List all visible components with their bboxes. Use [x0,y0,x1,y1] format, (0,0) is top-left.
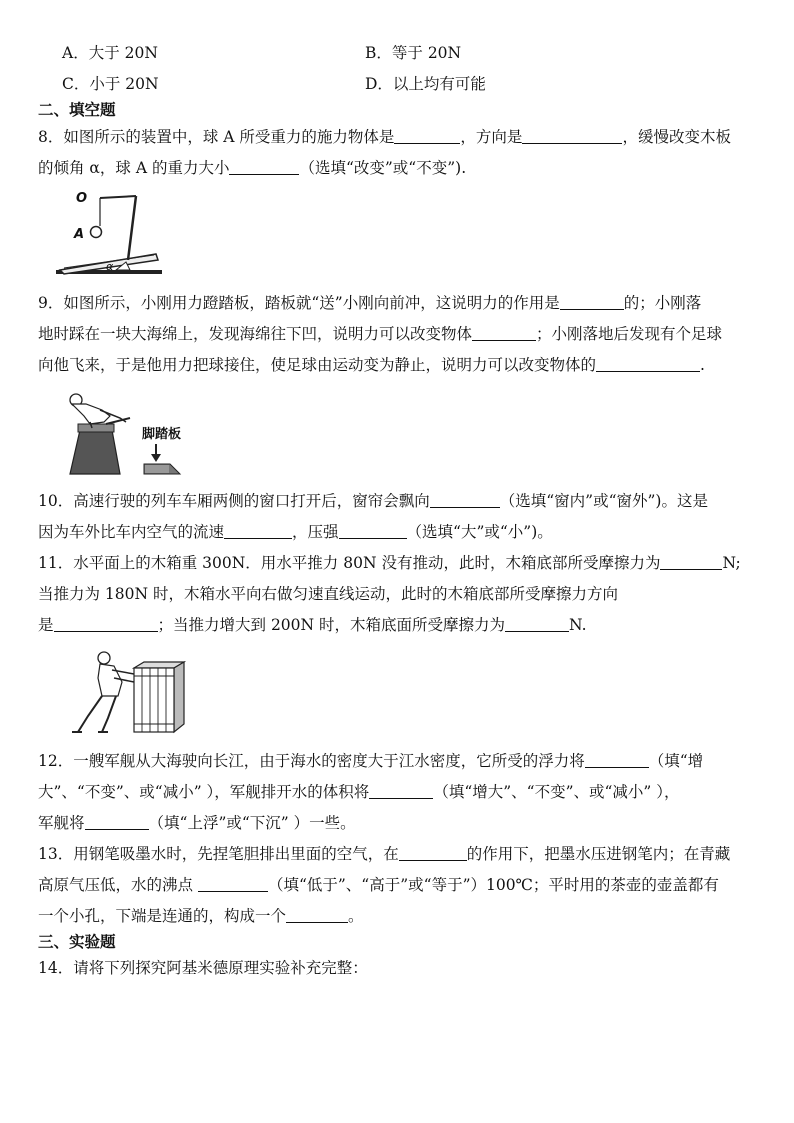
q12-blank-1[interactable] [585,752,649,768]
q9-springboard-figure [60,388,190,478]
q8-fig-label-alpha: α [106,260,114,273]
q8-blank-3[interactable] [229,159,299,175]
q9-text-1: 9．如图所示，小刚用力蹬踏板，踏板就“送”小刚向前冲，这说明力的作用是 [38,294,560,312]
q8-text-3: ，缓慢改变木板 [622,128,731,146]
q10-text-5: （选填“大”或“小”)。 [406,523,553,541]
question-9-line-1 [38,292,756,314]
q13-blank-2[interactable] [198,876,268,892]
q13-text-5: 一个小孔，下端是连通的，构成一个 [38,907,287,925]
q9-blank-1[interactable] [560,294,624,310]
section-heading-fill-in: 二、填空题 [38,101,116,119]
q9-fig-label-springboard: 脚踏板 [142,427,182,442]
q8-blank-2[interactable] [522,128,622,144]
q12-text-3: 大”、“不变”、或“减小” ），军舰排开水的体积将 [38,783,370,801]
question-14-line-1 [38,957,756,979]
q13-text-1: 13．用钢笔吸墨水时，先捏笔胆排出里面的空气，在 [38,845,399,863]
section-heading-experiment: 三、实验题 [38,933,116,951]
q14-text-1: 14．请将下列探究阿基米德原理实验补充完整： [38,959,368,977]
q13-text-6: 。 [348,907,364,925]
question-9-line-3 [38,354,756,376]
q12-text-4: （填“增大”、“不变”、或“减小” ）， [433,783,680,801]
q12-blank-2[interactable] [369,783,433,799]
q10-text-1: 10．高速行驶的列车车厢两侧的窗口打开后，窗帘会飘向 [38,492,430,510]
q11-blank-1[interactable] [660,554,722,570]
q13-text-2: 的作用下，把墨水压进钢笔内；在青藏 [466,845,731,863]
question-11-line-2 [38,583,756,605]
q11-blank-3[interactable] [505,616,569,632]
question-8-line-1 [38,126,756,148]
q13-blank-1[interactable] [399,845,467,861]
q12-text-2: （填“增 [648,752,704,770]
q8-fig-label-o: O [76,191,88,206]
q8-text-5: （选填“改变”或“不变”). [299,159,467,177]
option-c: C．小于 20N [62,75,159,93]
q9-blank-2[interactable] [472,325,536,341]
question-10-line-1 [38,490,756,512]
q11-text-1: 11．水平面上的木箱重 300N．用水平推力 80N 没有推动，此时，木箱底部所受摩擦力为 [38,554,661,572]
q12-text-5: 军舰将 [38,814,85,832]
q11-text-2: N; [722,554,741,572]
q11-blank-2[interactable] [54,616,158,632]
q10-text-3: 因为车外比车内空气的流速 [38,523,225,541]
question-11-line-1 [38,552,756,574]
q11-text-5: ；当推力增大到 200N 时，木箱底面所受摩擦力为 [157,616,506,634]
q10-blank-1[interactable] [430,492,500,508]
q11-text-3: 当推力为 180N 时，木箱水平向右做匀速直线运动，此时的木箱底部所受摩擦力方向 [38,585,619,603]
option-d: D．以上均有可能 [365,75,486,93]
q11-text-6: N. [569,616,587,634]
option-b: B．等于 20N [365,44,462,62]
q9-text-6: . [700,356,705,374]
q12-text-6: （填“上浮”或“下沉” ）一些。 [148,814,356,832]
question-12-line-1 [38,750,756,772]
q9-text-4: ；小刚落地后发现有个足球 [536,325,723,343]
q11-pushing-crate-figure [62,648,192,738]
question-11-line-3 [38,614,756,636]
q8-text-4: 的倾角 α，球 A 的重力大小 [38,159,230,177]
q10-text-4: ，压强 [292,523,339,541]
question-13-line-1 [38,843,756,865]
q13-blank-3[interactable] [286,907,348,923]
q9-text-5: 向他飞来，于是他用力把球接住，使足球由运动变为静止，说明力可以改变物体的 [38,356,597,374]
q12-blank-3[interactable] [85,814,149,830]
q8-fig-label-a: A [74,227,85,242]
question-10-line-2 [38,521,756,543]
q11-text-4: 是 [38,616,54,634]
q10-blank-2[interactable] [224,523,292,539]
q8-text-2: ，方向是 [460,128,523,146]
question-8-line-2 [38,157,756,179]
option-a: A．大于 20N [62,44,158,62]
q13-text-3: 高原气压低，水的沸点 [38,876,194,894]
q10-text-2: （选填“窗内”或“窗外”)。这是 [499,492,708,510]
q13-text-4: （填“低于”、“高于”或“等于”）100℃；平时用的茶壶的壶盖都有 [267,876,719,894]
question-13-line-3 [38,905,756,927]
question-9-line-2 [38,323,756,345]
q8-inclined-board-figure [56,188,166,276]
question-12-line-3 [38,812,756,834]
q9-text-2: 的；小刚落 [623,294,702,312]
q9-blank-3[interactable] [596,356,700,372]
question-13-line-2 [38,874,756,896]
q12-text-1: 12．一艘军舰从大海驶向长江，由于海水的密度大于江水密度，它所受的浮力将 [38,752,585,770]
q8-blank-1[interactable] [394,128,460,144]
q8-text-1: 8．如图所示的装置中，球 A 所受重力的施力物体是 [38,128,395,146]
q9-text-3: 地时踩在一块大海绵上，发现海绵往下凹，说明力可以改变物体 [38,325,473,343]
question-12-line-2 [38,781,756,803]
q10-blank-3[interactable] [339,523,407,539]
